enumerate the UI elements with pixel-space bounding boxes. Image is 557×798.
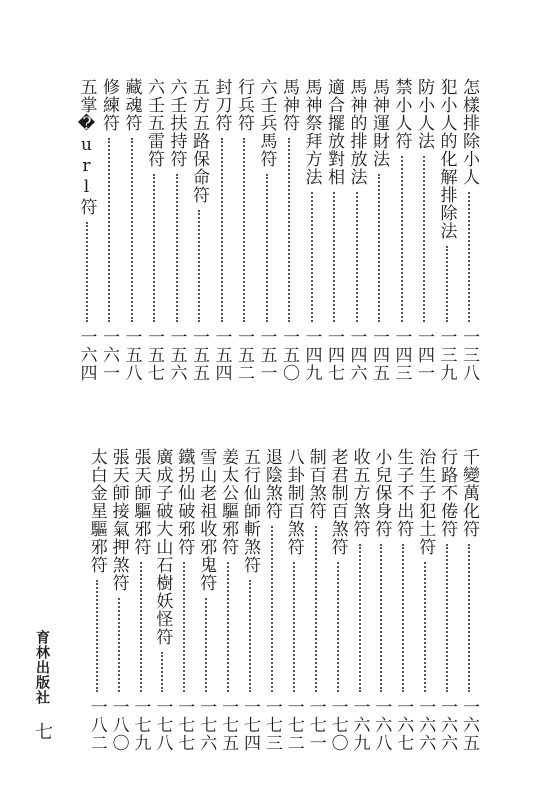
toc-entry: [368, 78, 390, 396]
leader-dots: [311, 192, 313, 322]
leader-dots: [140, 562, 142, 692]
toc-entry-page: 一七六: [196, 698, 217, 752]
leader-dots: [378, 174, 380, 322]
toc-entry-title: 怎樣排除小人: [459, 78, 479, 186]
toc-entry-title: 犯小人的化解排除法: [436, 78, 457, 240]
leader-dots: [423, 156, 425, 322]
toc-entry: [414, 448, 436, 766]
toc-entry: [323, 78, 345, 396]
toc-entry-title: 六壬兵馬符: [256, 78, 277, 168]
toc-entry: [392, 448, 414, 766]
leader-dots: [271, 526, 273, 692]
toc-entry-title: 收五方煞符: [349, 448, 370, 538]
folio-number: 七: [32, 722, 53, 740]
leader-dots: [315, 526, 317, 692]
toc-entry: [256, 78, 278, 396]
toc-entry: [261, 448, 283, 766]
toc-entry-title: 廣成子破大山石樹妖怪符: [152, 448, 173, 646]
leader-dots: [446, 544, 448, 692]
toc-entry: [195, 448, 217, 766]
toc-entry: [327, 448, 349, 766]
toc-entry-page: 一五二: [234, 328, 254, 382]
toc-entry: [211, 78, 233, 396]
leader-dots: [333, 192, 335, 322]
toc-entry-page: 一四九: [301, 328, 322, 382]
toc-entry: [413, 78, 435, 396]
toc-entry-title: 馬神的排放法: [346, 78, 367, 186]
toc-entry-page: 一四一: [414, 328, 434, 382]
toc-entry-title: 千變萬化符: [459, 448, 479, 538]
toc-entry: [173, 448, 195, 766]
publisher-name: 育林出版社: [34, 630, 50, 705]
toc-entry-title: 張天師驅邪符: [130, 448, 151, 556]
leader-dots: [176, 174, 178, 322]
leader-dots: [205, 598, 207, 692]
toc-entry-title: 馬神祭拜方法: [301, 78, 322, 186]
toc-entry-title: 藏魂符: [121, 78, 142, 132]
toc-entry-page: 一七四: [240, 698, 260, 752]
toc-entry: [305, 448, 327, 766]
leader-dots: [402, 544, 404, 692]
toc-entry-page: 一六五: [459, 698, 479, 752]
toc-entry: [217, 448, 239, 766]
toc-entry-page: 一三八: [459, 328, 479, 382]
toc-entry-title: 制百煞符: [305, 448, 326, 520]
toc-entry-page: 一六六: [437, 698, 458, 752]
toc-entry-page: 一六六: [415, 698, 436, 752]
toc-entry-page: 一六七: [393, 698, 414, 752]
toc-entry-title: 雪山老祖收邪鬼符: [196, 448, 217, 592]
leader-dots: [288, 138, 290, 322]
toc-entry: [458, 78, 480, 396]
leader-dots: [86, 222, 88, 322]
toc-entry-page: 一五八: [121, 328, 142, 382]
toc-entry-page: 一七五: [218, 698, 239, 752]
leader-dots: [446, 246, 448, 322]
toc-entry-title: 五方五路保命符: [189, 78, 209, 204]
toc-entry: [76, 78, 98, 396]
toc-entry-page: 一七三: [261, 698, 282, 752]
toc-entry-title: 五行仙師斬煞符: [240, 448, 260, 574]
toc-entry: [346, 78, 368, 396]
toc-entry: [458, 448, 480, 766]
toc-entry: [166, 78, 188, 396]
toc-section-bottom: [0, 448, 557, 798]
toc-entry-page: 一七九: [130, 698, 151, 752]
toc-entry-page: 一五七: [144, 328, 164, 382]
leader-dots: [356, 192, 358, 322]
toc-entry: [283, 448, 305, 766]
toc-entry-title: 適合擺放對相: [324, 78, 344, 186]
toc-entry-page: 一四六: [346, 328, 367, 382]
toc-entry-title: 六壬扶持符: [166, 78, 187, 168]
toc-entry-page: 一七一: [305, 698, 326, 752]
toc-entry: [108, 448, 130, 766]
leader-dots: [293, 562, 295, 692]
toc-entry-page: 一四五: [369, 328, 389, 382]
toc-entry-page: 一五四: [211, 328, 232, 382]
toc-entry-page: 一四七: [324, 328, 344, 382]
toc-entry: [239, 448, 261, 766]
toc-entry-title: 行兵符: [234, 78, 254, 132]
toc-entry-title: 姜太公驅邪符: [218, 448, 239, 556]
toc-entry: [301, 78, 323, 396]
toc-entry: [436, 448, 458, 766]
toc-entry: [121, 78, 143, 396]
toc-entry-title: 老君制百煞符: [327, 448, 348, 556]
toc-entry-title: 禁小人符: [391, 78, 412, 150]
leader-dots: [131, 138, 133, 322]
leader-dots: [118, 598, 120, 692]
toc-entry-page: 一六八: [371, 698, 392, 752]
leader-dots: [221, 138, 223, 322]
leader-dots: [161, 652, 163, 692]
toc-entry-title: 修練符: [99, 78, 119, 132]
toc-entry: [370, 448, 392, 766]
leader-dots: [243, 138, 245, 322]
leader-dots: [401, 156, 403, 322]
toc-entry-page: 一六四: [76, 328, 97, 382]
toc-entry-page: 一五六: [166, 328, 187, 382]
toc-entry-page: 一八〇: [108, 698, 129, 752]
toc-entry-page: 一四三: [391, 328, 412, 382]
toc-entry-title: 封刀符: [211, 78, 232, 132]
toc-entry: [143, 78, 165, 396]
toc-entry-page: 一三九: [436, 328, 457, 382]
toc-entry: [278, 78, 300, 396]
toc-entry-title: 馬神運財法: [369, 78, 389, 168]
toc-entry-title: 小兒保身符: [371, 448, 392, 538]
toc-entry-title: 張天師接氣押煞符: [108, 448, 129, 592]
toc-entry-title: 行路不倦符: [437, 448, 458, 538]
toc-entry: [151, 448, 173, 766]
leader-dots: [424, 562, 426, 692]
leader-dots: [249, 580, 251, 692]
leader-dots: [380, 544, 382, 692]
toc-entry-title: 退陰煞符: [261, 448, 282, 520]
toc-entry: [98, 78, 120, 396]
leader-dots: [108, 138, 110, 322]
toc-entry: [391, 78, 413, 396]
toc-entry-title: 防小人法: [414, 78, 434, 150]
toc-entry-page: 一七八: [152, 698, 173, 752]
toc-entry: [349, 448, 371, 766]
toc-entry-title: 五掌�url符: [76, 78, 97, 216]
toc-section-top: [0, 78, 557, 428]
toc-entry-title: 八卦制百煞符: [283, 448, 304, 556]
toc-entry-page: 一五一: [256, 328, 277, 382]
toc-entry-title: 鐵拐仙破邪符: [174, 448, 195, 556]
toc-entry-page: 一七〇: [327, 698, 348, 752]
toc-entry-page: 一六九: [349, 698, 370, 752]
toc-entry: [436, 78, 458, 396]
toc-entry-title: 六壬五雷符: [144, 78, 164, 168]
toc-entry-page: 一五五: [189, 328, 209, 382]
leader-dots: [198, 210, 200, 322]
toc-entry-page: 一八二: [86, 698, 107, 752]
toc-entry: [86, 448, 108, 766]
leader-dots: [96, 580, 98, 692]
toc-entry: [130, 448, 152, 766]
leader-dots: [359, 544, 361, 692]
toc-entry: [233, 78, 255, 396]
toc-entry-page: 一七七: [174, 698, 195, 752]
toc-entry-page: 一五〇: [279, 328, 299, 382]
leader-dots: [468, 544, 470, 692]
toc-entry-title: 治生子犯土符: [415, 448, 436, 556]
leader-dots: [266, 174, 268, 322]
leader-dots: [468, 192, 470, 322]
toc-entry: [188, 78, 210, 396]
leader-dots: [183, 562, 185, 692]
toc-entry-page: 一七二: [283, 698, 304, 752]
toc-entry-title: 馬神符: [279, 78, 299, 132]
leader-dots: [337, 562, 339, 692]
toc-entry-page: 一六一: [99, 328, 119, 382]
leader-dots: [153, 174, 155, 322]
toc-entry-title: 生子不出符: [393, 448, 414, 538]
toc-entry-title: 太白金星驅邪符: [86, 448, 107, 574]
leader-dots: [227, 562, 229, 692]
